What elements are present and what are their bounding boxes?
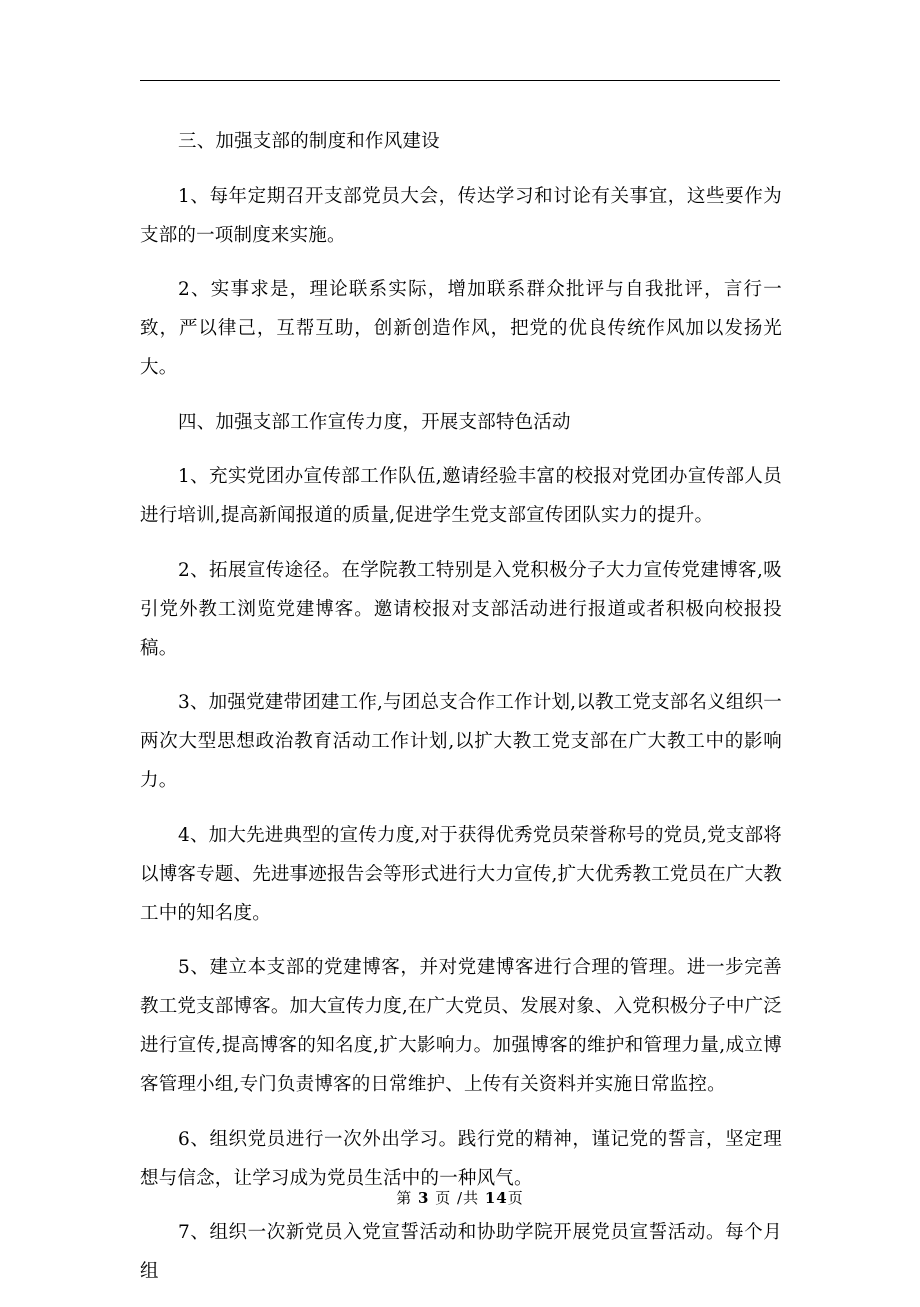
paragraph: 1、每年定期召开支部党员大会，传达学习和讨论有关事宜，这些要作为支部的一项制度来实施。 — [140, 185, 782, 246]
footer-middle: 页 /共 — [435, 1189, 480, 1207]
paragraph: 6、组织党员进行一次外出学习。践行党的精神，谨记党的誓言，坚定理想与信念，让学习成为党员生活中的一种风气。 — [140, 1128, 782, 1189]
current-page-number: 3 — [418, 1189, 430, 1207]
paragraph: 1、充实党团办宣传部工作队伍,邀请经验丰富的校报对党团办宣传部人员进行培训,提高新闻报道的质量,促进学生党支部宣传团队实力的提升。 — [140, 466, 782, 526]
paragraph: 4、加大先进典型的宣传力度,对于获得优秀党员荣誉称号的党员,党支部将以博客专题、先进事迹报告会等形式进行大力宣传,扩大优秀教工党员在广大教工中的知名度。 — [140, 824, 782, 924]
document-body — [140, 122, 782, 1307]
paragraph: 5、建立本支部的党建博客，并对党建博客进行合理的管理。进一步完善教工党支部博客。加大宣传力度,在广大党员、发展对象、入党积极分子中广泛进行宣传,提高博客的知名度,扩大影响力。加强博客的维护和管理力量,成立博客管理小组,专门负责博客的日常维护、上传有关资料并实施日常监控。 — [140, 957, 782, 1095]
paragraph: 2、拓展宣传途径。在学院教工特别是入党积极分子大力宣传党建博客,吸引党外教工浏览党建博客。邀请校报对支部活动进行报道或者积极向校报投稿。 — [140, 559, 782, 659]
total-page-number: 14 — [484, 1189, 508, 1207]
paragraph: 7、组织一次新党员入党宣誓活动和协助学院开展党员宣誓活动。每个月组 — [140, 1222, 782, 1282]
paragraph: 2、实事求是，理论联系实际，增加联系群众批评与自我批评，言行一致，严以律己，互帮互助，创新创造作风，把党的优良传统作风加以发扬光大。 — [140, 279, 782, 378]
section-heading-3: 三、加强支部的制度和作风建设 — [178, 131, 440, 152]
section-heading-4: 四、加强支部工作宣传力度，开展支部特色活动 — [178, 411, 571, 433]
footer-prefix: 第 — [396, 1189, 413, 1207]
paragraph: 3、加强党建带团建工作,与团总支合作工作计划,以教工党支部名义组织一两次大型思想政治教育活动工作计划,以扩大教工党支部在广大教工中的影响力。 — [140, 692, 782, 791]
page-footer — [0, 1187, 920, 1208]
footer-suffix: 页 — [507, 1189, 524, 1207]
header-rule — [140, 80, 780, 81]
